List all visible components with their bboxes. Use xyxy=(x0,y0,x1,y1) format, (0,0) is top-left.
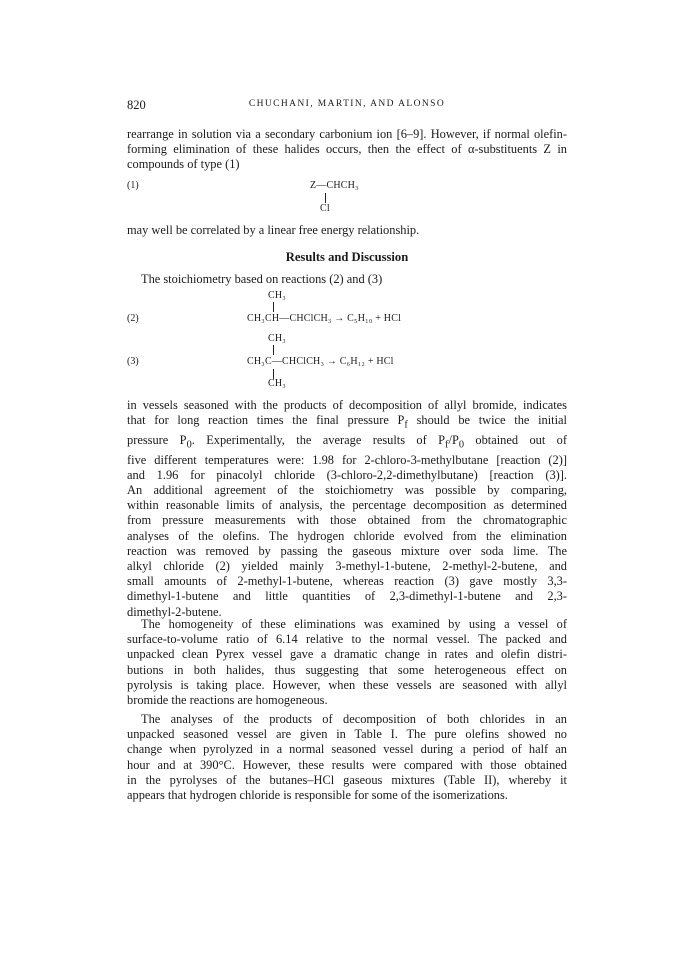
text-line: and 1.96 for pinacolyl chloride (3-chloro-2,2-dimethylbutane) [reaction (3)]. xyxy=(127,467,567,482)
equation-1-formula: Z—CHCH₃ xyxy=(310,180,359,191)
text-line: The analyses of the products of decomposition of both chlorides in an xyxy=(141,712,567,726)
paragraph-stoichiometry xyxy=(127,398,567,620)
text-line: change when pyrolyzed in a normal seasoned vessel during a period of half an xyxy=(127,742,567,757)
text-line: butions in both halides, thus suggesting that some heterogeneous effect on xyxy=(127,662,567,677)
text-line: that for long reaction times the final pressure $P_f$ should be twice the initial xyxy=(127,413,567,431)
equation-3-methyl-bottom: CH₃ xyxy=(268,378,286,389)
text-line: dimethyl-1-butene and little quantities of 2,3-dimethyl-1-butene and 2,3- xyxy=(127,589,567,604)
equation-2-number: (2) xyxy=(127,313,139,324)
text-line: An additional agreement of the stoichiometry was possible by comparing, xyxy=(127,482,567,497)
paragraph-1-lines xyxy=(127,398,567,620)
text-line: hour and at 390°C. However, these results were compared with those obtained xyxy=(127,757,567,772)
page-header xyxy=(127,98,567,116)
text-line: analyses of the olefins. The hydrogen chloride evolved from the elimination xyxy=(127,528,567,543)
running-head: CHUCHANI, MARTIN, AND ALONSO xyxy=(248,99,446,109)
equation-2-methyl-top: CH₃ xyxy=(268,290,286,301)
text-line: five different temperatures were: 1.98 for 2-chloro-3-methylbutane [reaction (2)] xyxy=(127,452,567,467)
after-equation-1-text: may well be correlated by a linear free energy relationship. xyxy=(127,223,420,237)
text-line: unpacked clean Pyrex vessel gave a dramatic change in rates and olefin distri- xyxy=(127,647,567,662)
paragraph-analyses xyxy=(127,712,567,803)
equation-1-number: (1) xyxy=(127,180,139,191)
equation-2-formula: CH₃CH—CHClCH₃ → C₅H₁₀ + HCl xyxy=(247,313,402,324)
equation-3-number: (3) xyxy=(127,356,139,367)
paragraph-2-lines xyxy=(127,617,567,708)
equation-3-bond-top xyxy=(273,345,274,355)
text-line: pressure $P_0$. Experimentally, the average results of $P_f/P_0$ obtained out of xyxy=(127,432,567,451)
text-line: pyrolysis is taking place. However, when these vessels are seasoned with allyl xyxy=(127,677,567,692)
text-line: in vessels seasoned with the products of decomposition of allyl bromide, indicates xyxy=(127,398,567,412)
text-line: unpacked seasoned vessel are given in Table I. The pure olefins showed no xyxy=(127,727,567,742)
text-line: reaction was removed by passing the gaseous mixture over soda lime. The xyxy=(127,543,567,558)
page-number: 820 xyxy=(127,98,146,112)
paragraph-homogeneity xyxy=(127,617,567,708)
text-line: The homogeneity of these eliminations was examined by using a vessel of xyxy=(141,617,567,631)
stoichiometry-intro: The stoichiometry based on reactions (2) and (3) xyxy=(141,272,383,286)
text-line: within reasonable limits of analysis, the percentage decomposition as determined xyxy=(127,498,567,513)
text-line: from pressure measurements with those obtained from the chromatographic xyxy=(127,513,567,528)
paragraph-3-lines xyxy=(127,712,567,803)
text-line: in the pyrolyses of the butanes–HCl gaseous mixtures (Table II), whereby it xyxy=(127,772,567,787)
equation-1-substituent: Cl xyxy=(320,203,330,214)
text-line: small amounts of 2-methyl-1-butene, whereas reaction (3) gave mostly 3,3- xyxy=(127,574,567,589)
equation-3-formula: CH₃C—CHClCH₃ → C₆H₁₂ + HCl xyxy=(247,356,394,367)
section-heading: Results and Discussion xyxy=(285,250,409,264)
text-line: surface-to-volume ratio of 6.14 relative to the normal vessel. The packed and xyxy=(127,632,567,647)
equation-3-methyl-top: CH₃ xyxy=(268,333,286,344)
text-line: dimethyl-2-butene. xyxy=(127,604,222,619)
equation-2-bond xyxy=(273,302,274,312)
intro-paragraph: rearrange in solution via a secondary carbonium ion [6–9]. However, if normal olefin-forming elimination of these halides occurs, then the effect of α-substituents Z in compounds of type (1) xyxy=(127,127,567,172)
text-line: bromide the reactions are homogeneous. xyxy=(127,693,328,708)
equation-1-bond xyxy=(325,193,326,203)
text-line: alkyl chloride (2) yielded mainly 3-methyl-1-butene, 2-methyl-2-butene, and xyxy=(127,558,567,573)
text-line: appears that hydrogen chloride is responsible for some of the isomerizations. xyxy=(127,788,508,803)
